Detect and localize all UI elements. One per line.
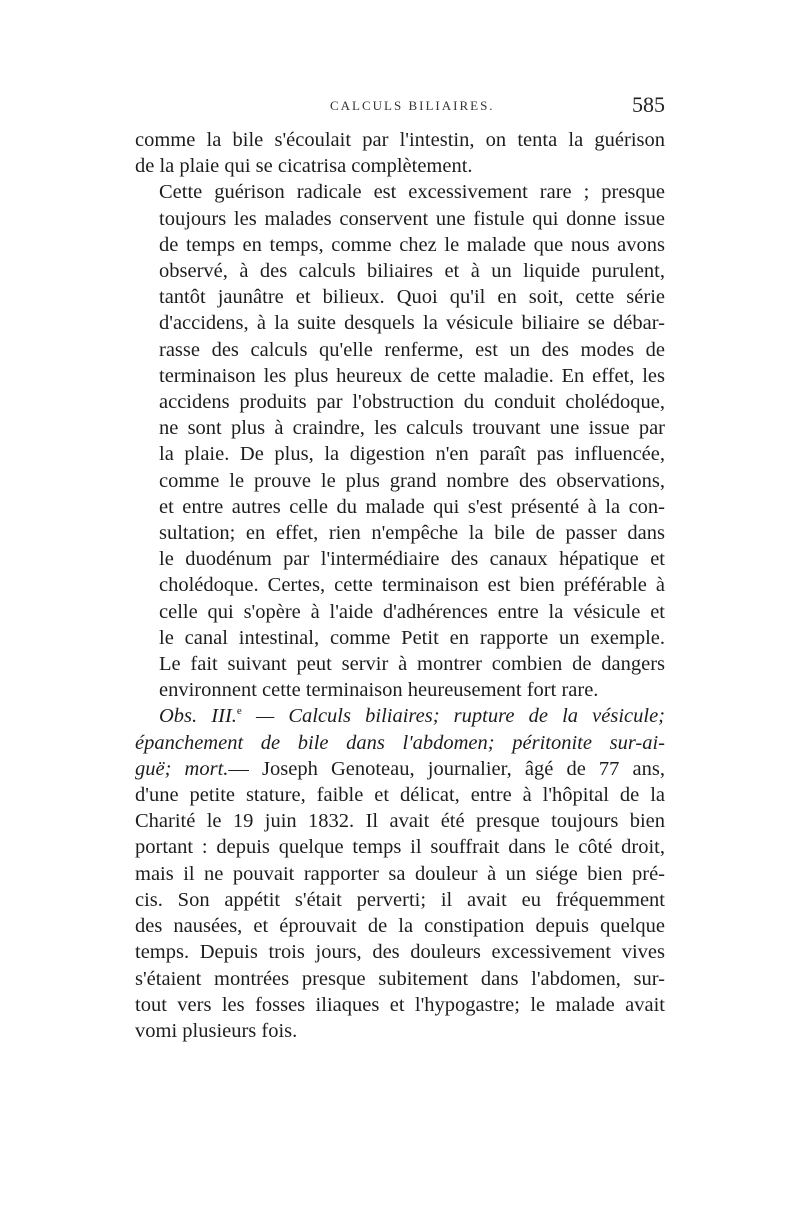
text-line: et entre autres celle du malade qui s'est présenté à la con- — [159, 495, 665, 518]
text-line: d'accidens, à la suite desquels la vésicule biliaire se débar- — [159, 312, 665, 335]
observation-label: Obs. III. — [159, 705, 237, 728]
text-line: vomi plusieurs fois. — [135, 1019, 298, 1042]
text-line: portant : depuis quelque temps il souffrait dans le côté droit, — [135, 836, 665, 859]
text-line: comme la bile s'écoulait par l'intestin, on tenta la guérison — [135, 129, 665, 151]
text-line: des nausées, et éprouvait de la constipation depuis quelque — [135, 915, 665, 938]
text-line: de la plaie qui se cicatrisa complètement. — [135, 155, 473, 178]
observation-title-3: guë; mort. — [135, 757, 229, 780]
page-header — [135, 92, 665, 122]
text-line: celle qui s'opère à l'aide d'adhérences entre la vésicule et — [159, 600, 665, 623]
observation-title-rest: — Joseph Genoteau, journalier, âgé de 77 ans, — [228, 757, 665, 780]
text-line: s'étaient montrées presque subitement dans l'abdomen, sur- — [135, 967, 665, 990]
text-line: cis. Son appétit s'était perverti; il avait eu fréquemment — [135, 888, 665, 911]
text-line: rasse des calculs qu'elle renferme, est un des modes de — [159, 338, 665, 361]
observation-label-sup: e — [236, 705, 242, 718]
text-line: cholédoque. Certes, cette terminaison est bien préférable à — [159, 574, 665, 597]
text-line: environnent cette terminaison heureusement fort rare. — [159, 679, 599, 702]
text-line: mais il ne pouvait rapporter sa douleur à un siége bien pré- — [135, 862, 665, 885]
observation-title-1: — Calculs biliaires; rupture de la vésicule; — [241, 705, 665, 728]
text-line: le duodénum par l'intermédiaire des canaux hépatique et — [159, 548, 665, 571]
text-line: Charité le 19 juin 1832. Il avait été presque toujours bien — [135, 810, 665, 833]
text-line: la plaie. De plus, la digestion n'en paraît pas influencée, — [159, 443, 665, 466]
observation-paragraph — [135, 703, 665, 1044]
text-line: comme le prouve le plus grand nombre des observations, — [159, 469, 665, 492]
text-line: tout vers les fosses iliaques et l'hypogastre; le malade avait — [135, 993, 665, 1016]
observation-heading-line — [135, 703, 665, 729]
text-line: terminaison les plus heureux de cette maladie. En effet, les — [159, 364, 665, 387]
text-line: de temps en temps, comme chez le malade que nous avons — [159, 233, 665, 256]
paragraph-continued — [135, 127, 665, 179]
text-line: ne sont plus à craindre, les calculs trouvant une issue par — [159, 417, 665, 440]
text-line: Cette guérison radicale est excessivement rare ; presque — [159, 181, 665, 204]
paragraph-terminaison — [135, 179, 665, 703]
page-number: 585 — [632, 92, 665, 117]
text-line: le canal intestinal, comme Petit en rapporte un exemple. — [159, 626, 665, 649]
observation-heading-line — [135, 756, 665, 782]
text-line: d'une petite stature, faible et délicat, entre à l'hôpital de la — [135, 784, 665, 807]
observation-title-2: épanchement de bile dans l'abdomen; péritonite sur-ai- — [135, 731, 665, 754]
page-body — [135, 127, 665, 1044]
text-line: toujours les malades conservent une fistule qui donne issue — [159, 207, 665, 230]
text-line: Le fait suivant peut servir à montrer combien de dangers — [159, 653, 665, 676]
running-title: CALCULS BILIAIRES. — [330, 98, 495, 113]
text-line: accidens produits par l'obstruction du conduit cholédoque, — [159, 391, 665, 414]
text-line: observé, à des calculs biliaires et à un liquide purulent, — [159, 260, 665, 283]
text-line: sultation; en effet, rien n'empêche la bile de passer dans — [159, 522, 665, 545]
text-line: tantôt jaunâtre et bilieux. Quoi qu'il en soit, cette série — [159, 286, 665, 309]
text-line: temps. Depuis trois jours, des douleurs excessivement vives — [135, 941, 665, 964]
